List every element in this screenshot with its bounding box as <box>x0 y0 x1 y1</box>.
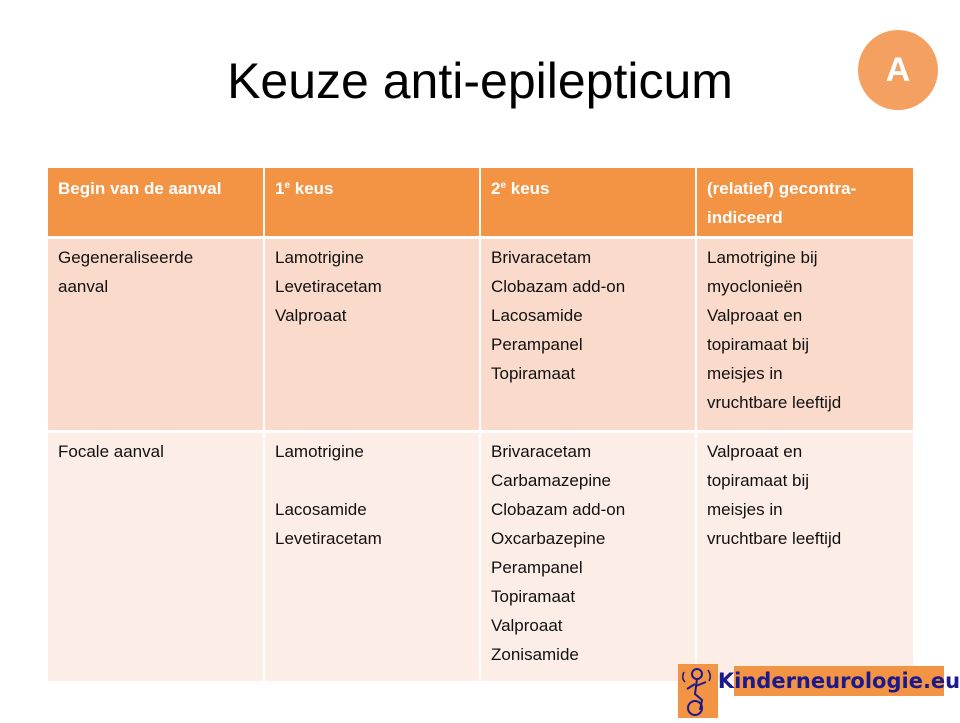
cell-contraindicated <box>696 432 913 683</box>
header-second-choice <box>480 168 696 238</box>
cell-line: Topiramaat <box>491 364 576 383</box>
cell-onset <box>48 238 264 432</box>
cell-line: aanval <box>58 277 109 296</box>
cell-line: Valproaat en <box>707 306 803 325</box>
cell-contraindicated <box>696 238 913 432</box>
cell-line: Brivaracetam <box>491 442 592 461</box>
cell-line: meisjes in <box>707 500 783 519</box>
table-row <box>48 238 913 432</box>
cell-line: Focale aanval <box>58 442 164 461</box>
cell-line: Perampanel <box>491 335 583 354</box>
cell-second-choice <box>480 238 696 432</box>
header-first-sup: e <box>284 180 291 191</box>
header-second-number: 2 <box>491 179 501 198</box>
table-row <box>48 432 913 683</box>
header-first-suffix: keus <box>290 179 334 198</box>
cell-line: Lacosamide <box>275 500 367 519</box>
logo-text: Kinderneurologie.eu <box>734 666 944 696</box>
cell-second-choice <box>480 432 696 683</box>
cell-line: Clobazam add-on <box>491 500 626 519</box>
section-badge: A <box>858 30 938 110</box>
cell-line: Perampanel <box>491 558 583 577</box>
header-second-sup: e <box>500 180 507 191</box>
header-contraindicated: (relatief) gecontra-indiceerd <box>696 168 913 238</box>
cell-line: Lacosamide <box>491 306 583 325</box>
cell-first-choice <box>264 238 480 432</box>
cell-line: Clobazam add-on <box>491 277 626 296</box>
medication-table <box>48 168 913 684</box>
cell-onset <box>48 432 264 683</box>
cell-line: Valproaat <box>275 306 347 325</box>
cell-line: Topiramaat <box>491 587 576 606</box>
cell-line: Valproaat en <box>707 442 803 461</box>
cell-line <box>275 466 469 495</box>
cell-line: Lamotrigine <box>275 442 364 461</box>
cell-line: Lamotrigine bij <box>707 248 818 267</box>
header-first-choice <box>264 168 480 238</box>
cell-line: Zonisamide <box>491 645 579 664</box>
cell-line: Carbamazepine <box>491 471 612 490</box>
cell-line: topiramaat bij <box>707 335 810 354</box>
cell-line: Lamotrigine <box>275 248 364 267</box>
cell-line: vruchtbare leeftijd <box>707 393 842 412</box>
cell-line: Levetiracetam <box>275 277 382 296</box>
cell-line: Brivaracetam <box>491 248 592 267</box>
table-header-row <box>48 168 913 238</box>
header-first-number: 1 <box>275 179 285 198</box>
cell-line: Levetiracetam <box>275 529 382 548</box>
cell-line: Gegeneraliseerde <box>58 248 194 267</box>
cell-line: meisjes in <box>707 364 783 383</box>
cell-line: topiramaat bij <box>707 471 810 490</box>
cell-line: Valproaat <box>491 616 563 635</box>
header-second-suffix: keus <box>506 179 550 198</box>
logo-figure-icon <box>678 664 718 718</box>
header-onset: Begin van de aanval <box>48 168 264 238</box>
cell-line: Oxcarbazepine <box>491 529 606 548</box>
slide-title: Keuze anti-epilepticum <box>227 53 733 109</box>
cell-first-choice <box>264 432 480 683</box>
cell-line: vruchtbare leeftijd <box>707 529 842 548</box>
cell-line: myoclonieën <box>707 277 803 296</box>
